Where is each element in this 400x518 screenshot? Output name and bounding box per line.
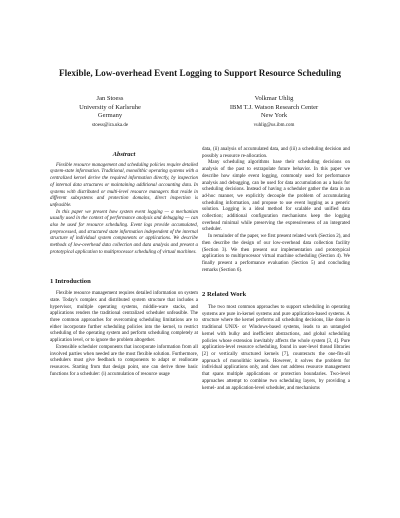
body-paragraph: Extensible scheduler components that incorporate information from all involved parties when needed are the most flexible solution. Furthermore, schedulers must give feedback to components to adapt or reallocate resources. Starting from that design point, one can derive three basic functions for a scheduler: (i) accumulation of resource usage xyxy=(50,344,198,377)
author-block xyxy=(40,95,180,130)
right-column xyxy=(202,147,350,392)
paper-title: Flexible, Low-overhead Event Logging to Support Resource Scheduling xyxy=(59,68,341,78)
author-affiliation: University of Karlsruhe xyxy=(79,103,141,111)
abstract-paragraph: In this paper we present how system event logging — a mechanism usually used in the context of performance analysis and debugging — can also be used for resource scheduling. Event logs provide accumulated, preprocessed, and structured state information independent of the internal structure of individual system components or applications. We describe methods of low-overhead data collection and data analysis and present a prototypical application to multiprocessor scheduling of virtual machines. xyxy=(50,209,198,255)
author-name: Volkmar Uhlig xyxy=(254,95,294,102)
author-email: vuhlig@us.ibm.com xyxy=(253,122,295,128)
body-paragraph: The two most common approaches to support scheduling in operating systems are pure in-kernel systems and pure application-based systems. A structure where the kernel performs all scheduling decisions, like done in traditional UNIX- or Windows-based systems, leads to an untangled kernel with bulky and inefficient abstractions, and global scheduling policies whose extension inevitably affects the whole system [3, 4]. Pure application-level resource scheduling, found in user-level thread libraries [2] or vertically structured kernels [7], counteracts the one-fits-all approach of monolithic kernels. However, it solves the problem for individual applications only, and does not address resource management that spans multiple applications or protection boundaries. Two-level approaches attempt to combine two scheduling layers, by providing a kernel- and an application-level scheduler, and mechanisms xyxy=(202,305,350,391)
author-location: New York xyxy=(260,112,288,120)
body-paragraph: In remainder of the paper, we first present related work (Section 2), and then describe the design of our low-overhead data collection facility (Section 3). We then present our implementation and prototypical application to multiprocessor virtual machine scheduling (Section 4). We finally present a performance evaluation (Section 5) and concluding remarks (Section 6). xyxy=(202,234,350,273)
body-paragraph: Flexible resource management requires detailed information on system state. Today's complex and distributed system structure that includes a hypervisor, multiple operating systems, middle-ware stacks, and applications renders the traditional centralized scheduler unfeasible. The three common approaches for overcoming scheduling limitations are to either incorporate further scheduling policies into the kernel, to restrict scheduling of the operating system and perform scheduling completely at application level, or to ignore the problem altogether. xyxy=(50,291,198,344)
abstract xyxy=(50,152,198,257)
author-location: Germany xyxy=(97,112,123,120)
body-paragraph: data, (ii) analysis of accumulated data, and (iii) a scheduling decision and possibly a resource re-allocation. xyxy=(202,147,350,159)
body-paragraph: Many scheduling algorithms base their scheduling decisions on analysis of the past to extrapolate future behavior. In this paper we describe how simple event logging, commonly used for performance analysis and debugging, can be used for data accumulation as a basis for scheduling decisions. Instead of having a scheduler gather the data in an ad-hoc manner, we explicitly decouple the problem of accumulating scheduling information, and propose to use event logging as a generic solution. Logging is a ideal method for scalable and unified data collection; additional configuration mechanisms keep the logging overhead minimal while preserving the expressiveness of an integrated scheduler. xyxy=(202,160,350,233)
author-affiliation: IBM T.J. Watson Research Center xyxy=(229,103,319,111)
author-email: stoess@ira.uka.de xyxy=(91,122,129,128)
section-heading: 1 Introduction xyxy=(50,277,91,285)
abstract-heading: Abstract xyxy=(112,151,136,158)
author-name: Jan Stoess xyxy=(96,95,124,102)
section-heading: 2 Related Work xyxy=(202,291,247,299)
abstract-paragraph: Flexible resource management and scheduling policies require detailed system-state information. Traditional, monolithic operating systems with a centralized kernel derive the required information directly, by inspection of internal data structures or maintaining additional accounting data. In systems with distributed or multi-level resource managers that reside in different subsystems and protection domains, direct inspection is unfeasible. xyxy=(50,162,198,208)
author-block xyxy=(204,95,344,130)
left-column xyxy=(50,152,198,378)
